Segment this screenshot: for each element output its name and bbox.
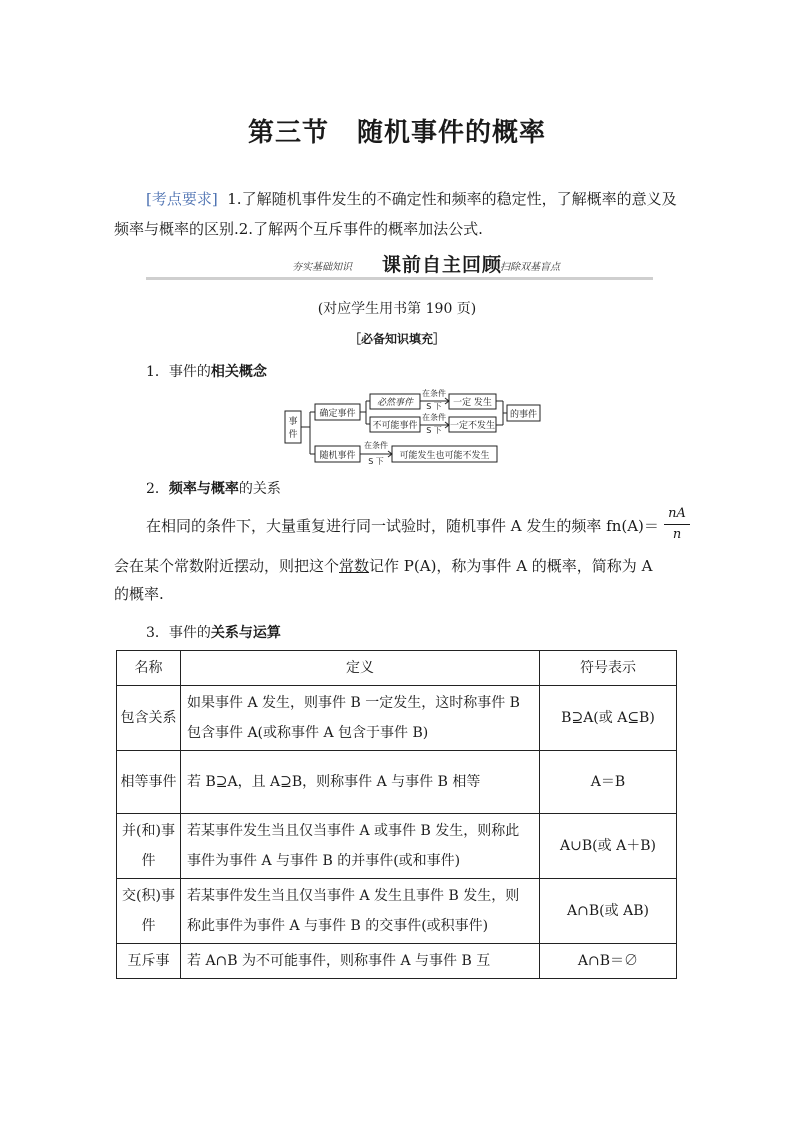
banner-main: 课前自主回顾 bbox=[382, 254, 503, 276]
para-line-3: 的概率. bbox=[114, 585, 164, 603]
fraction-denominator: n bbox=[672, 527, 682, 542]
header-definition: 定义 bbox=[181, 651, 540, 686]
table-row bbox=[117, 879, 677, 944]
row-name: 并(和)事件 bbox=[117, 814, 181, 879]
table-row bbox=[117, 751, 677, 814]
diagram-cond-top-1: 在条件 bbox=[422, 389, 446, 398]
para-line-2: 会在某个常数附近摆动，则把这个常数记作 P(A)，称为事件 A 的概率，简称为 A bbox=[114, 557, 653, 575]
row-definition: 若某事件发生当且仅当事件 A 发生且事件 B 发生，则称此事件为事件 A 与事件 B 的交事件(或积事件) bbox=[181, 879, 540, 944]
diagram-definite: 确定事件 bbox=[319, 409, 356, 419]
requirements-text: 1.了解随机事件发生的不确定性和频率的稳定性，了解概率的意义及频率与概率的区别.2.了解两个互斥事件的概率加法公式. bbox=[114, 190, 677, 238]
diagram-cond-top-3: 在条件 bbox=[364, 441, 388, 450]
event-concept-diagram bbox=[282, 385, 544, 469]
exam-requirements bbox=[114, 184, 686, 244]
row-definition: 若 A∩B 为不可能事件，则称事件 A 与事件 B 互 bbox=[181, 944, 540, 979]
book-reference: (对应学生用书第 190 页) bbox=[317, 301, 477, 317]
heading-1: 1．事件的相关概念 bbox=[146, 364, 267, 380]
heading-3: 3．事件的关系与运算 bbox=[146, 625, 281, 641]
knowledge-header: ［必备知识填充］ bbox=[348, 332, 445, 346]
row-symbol: A∪B(或 A＋B) bbox=[540, 814, 677, 879]
para-line-1: 在相同的条件下，大量重复进行同一试验时，随机事件 A 发生的频率 fn(A)＝ bbox=[146, 517, 659, 535]
diagram-certain: 必然事件 bbox=[376, 398, 414, 408]
diagram-root-2: 件 bbox=[288, 430, 298, 440]
table-row bbox=[117, 814, 677, 879]
header-name: 名称 bbox=[117, 651, 181, 686]
fraction-numerator: nA bbox=[668, 506, 686, 521]
row-name: 包含关系 bbox=[117, 686, 181, 751]
event-relations-table bbox=[116, 650, 677, 979]
table-header-row bbox=[117, 651, 677, 686]
diagram-cond-bottom-1: S 下 bbox=[426, 402, 442, 411]
table-row bbox=[117, 944, 677, 979]
diagram-result: 的事件 bbox=[509, 410, 538, 420]
page-title bbox=[0, 112, 794, 149]
diagram-cond-top-2: 在条件 bbox=[422, 413, 446, 422]
row-symbol: A∩B(或 AB) bbox=[540, 879, 677, 944]
row-definition: 若某事件发生当且仅当事件 A 或事件 B 发生，则称此事件为事件 A 与事件 B 的并事件(或和事件) bbox=[181, 814, 540, 879]
banner-right: 扫除双基盲点 bbox=[500, 262, 560, 273]
diagram-impossible: 不可能事件 bbox=[372, 421, 418, 431]
diagram-cond-bottom-3: S 下 bbox=[368, 457, 384, 466]
requirements-tag: [考点要求] bbox=[146, 190, 218, 208]
diagram-may-or-may-not: 可能发生也可能不发生 bbox=[399, 451, 490, 461]
row-definition: 若 B⊇A，且 A⊇B，则称事件 A 与事件 B 相等 bbox=[181, 751, 540, 814]
underlined-term: 常数 bbox=[339, 557, 370, 575]
diagram-cond-bottom-2: S 下 bbox=[426, 426, 442, 435]
diagram-must-happen: 一定 发生 bbox=[453, 398, 492, 408]
row-symbol: B⊇A(或 A⊆B) bbox=[540, 686, 677, 751]
diagram-random: 随机事件 bbox=[319, 451, 356, 461]
diagram-root-1: 事 bbox=[288, 417, 298, 427]
frequency-fraction bbox=[664, 506, 690, 543]
frequency-paragraph bbox=[114, 512, 689, 608]
row-symbol: A∩B＝∅ bbox=[540, 944, 677, 979]
row-symbol: A＝B bbox=[540, 751, 677, 814]
row-name: 交(积)事件 bbox=[117, 879, 181, 944]
title-topic: 随机事件的概率 bbox=[357, 118, 547, 148]
title-section: 第三节 bbox=[247, 118, 329, 148]
section-banner bbox=[146, 250, 653, 280]
row-definition: 如果事件 A 发生，则事件 B 一定发生，这时称事件 B 包含事件 A(或称事件 A 包含于事件 B) bbox=[181, 686, 540, 751]
row-name: 相等事件 bbox=[117, 751, 181, 814]
header-symbol: 符号表示 bbox=[540, 651, 677, 686]
banner-left: 夯实基础知识 bbox=[292, 262, 352, 273]
banner-underline bbox=[146, 277, 653, 280]
row-name: 互斥事 bbox=[117, 944, 181, 979]
diagram-must-not: 一定不发生 bbox=[449, 421, 496, 431]
table-row bbox=[117, 686, 677, 751]
heading-2: 2．频率与概率的关系 bbox=[146, 481, 281, 497]
